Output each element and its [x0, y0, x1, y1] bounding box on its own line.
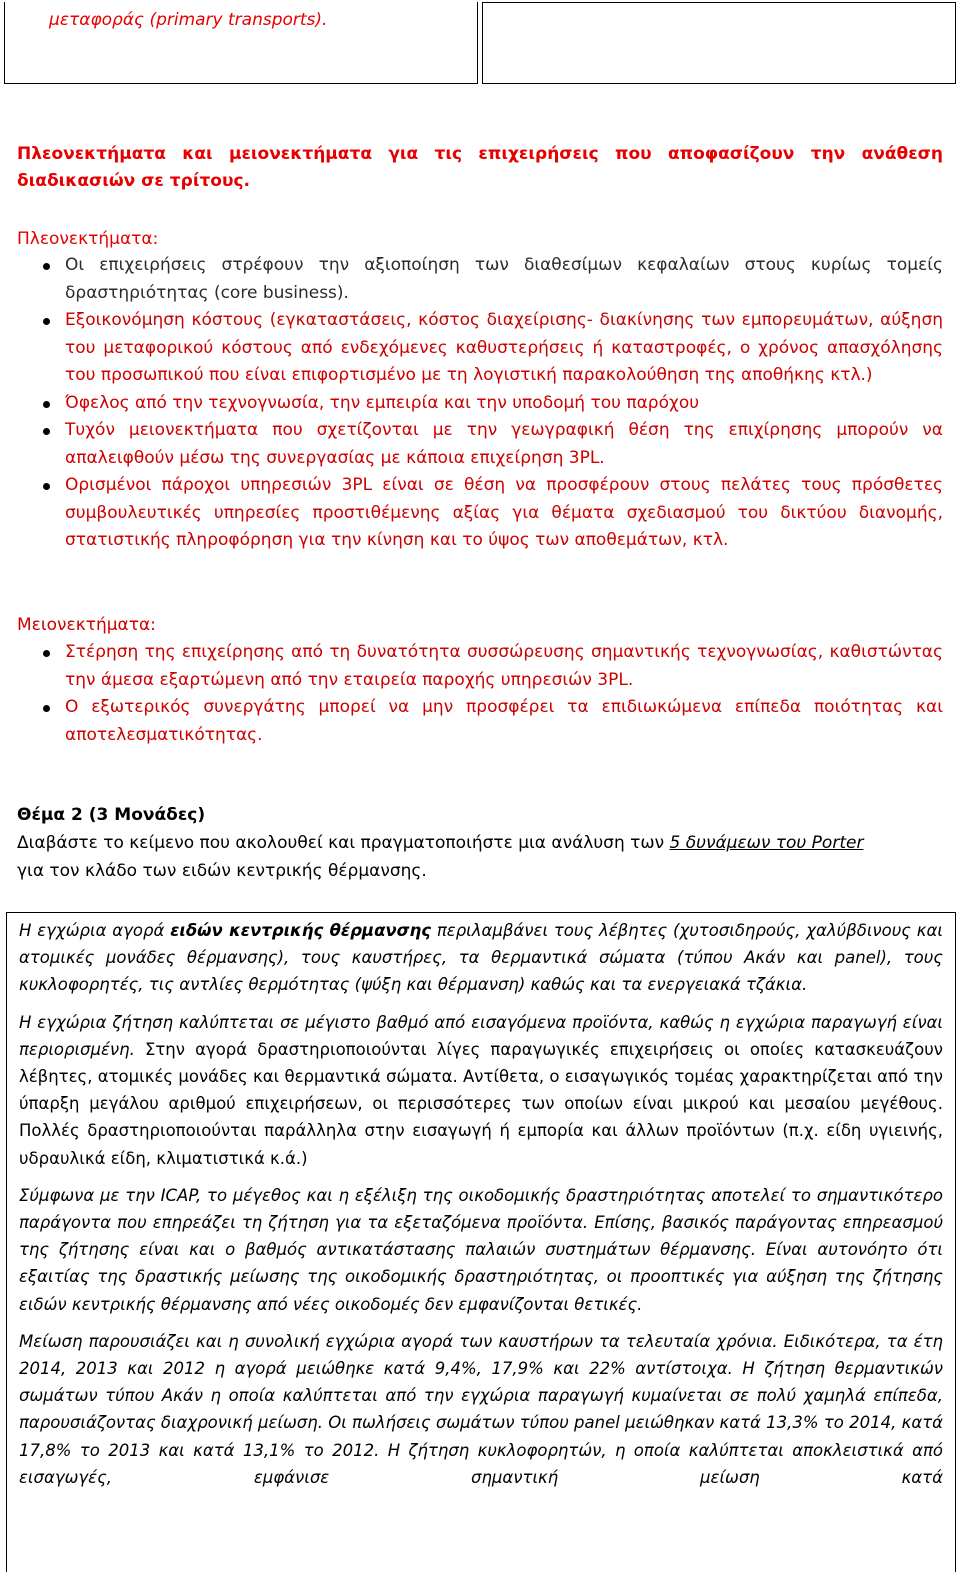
box-paragraph-4: Μείωση παρουσιάζει και η συνολική εγχώρια αγορά των καυστήρων τα τελευταία χρόνια. Ειδικότερα, τα έτη 2014, 2013 και 2012 η αγορά μειώθηκε κατά 9,4%, 17,9% και 22% αντίστοιχα. Η ζήτηση θερμαντικών σωμάτων τύπου Ακάν η οποία καλύπτεται από την εγχώρια παραγωγή κυμαίνεται σε πολύ χαμηλά επίπεδα, παρουσιάζοντας διαχρονική μείωση. Οι πωλήσεις σωμάτων τύπου panel μειώθηκαν κατά 13,3% το 2014, κατά 17,8% το 2013 και κατά 13,1% το 2012. Η ζήτηση κυκλοφορητών, η οποία καλύπτεται αποκλειστικά από εισαγωγές, εμφάνισε σημαντική μείωση κατά — [19, 1331, 943, 1487]
list-item: Οι επιχειρήσεις στρέφουν την αξιοποίηση των διαθεσίμων κεφαλαίων στους κυρίως τομείς δραστηριότητας (core business). — [17, 252, 943, 307]
box-paragraph-2: Η εγχώρια ζήτηση καλύπτεται σε μέγιστο βαθμό από εισαγόμενα προϊόντα, καθώς η εγχώρια παραγωγή είναι περιορισμένη. Στην αγορά δραστηριοποιούνται λίγες παραγωγικές επιχειρήσεις οι οποίες κατασκευάζουν λέβητες, ατομικές μονάδες και θερμαντικά σώματα. Αντίθετα, ο εισαγωγικός τομέας χαρακτηρίζεται από την ύπαρξη μεγάλου αριθμού επιχειρήσεων, οι περισσότερες των οποίων είναι μικρού και μεσαίου μεγέθους. Πολλές δραστηριοποιούνται παράλληλα στην εισαγωγή ή εμπορία και άλλων προϊόντων (π.χ. είδη υγιεινής, υδραυλικά είδη, κλιματιστικά κ.ά.) — [19, 1012, 943, 1168]
list-item: Ο εξωτερικός συνεργάτης μπορεί να μην προσφέρει τα επιδιωκώμενα επίπεδα ποιότητας και αποτελεσματικότητας. — [17, 694, 943, 749]
topic-instruction: Διαβάστε το κείμενο που ακολουθεί και πραγματοποιήστε μια ανάλυση των 5 δυνάμεων του Porter για τον κλάδο των ειδών κεντρικής θέρμανσης. — [17, 833, 864, 881]
text-box — [6, 912, 956, 1572]
list-item: Τυχόν μειονεκτήματα που σχετίζονται με την γεωγραφική θέση της επιχίρησης μπορούν να απαλειφθούν μέσω της συνεργασίας με κάποια επιχείρηση 3PL. — [17, 417, 943, 472]
disadvantages-label: Μειονεκτήματα: — [17, 615, 156, 635]
list-item: Ορισμένοι πάροχοι υπηρεσιών 3PL είναι σε θέση να προσφέρουν στους πελάτες τους πρόσθετες συμβουλευτικές υπηρεσίες προστιθέμενης αξίας για θέματα σχεδιασμού του δικτύου διανομής, στατιστικής πληροφόρηση για την κίνηση και το ύψος των αποθεμάτων, κτλ. — [17, 472, 943, 555]
list-item: Εξοικονόμηση κόστους (εγκαταστάσεις, κόστος διαχείρισης- διακίνησης των εμπορευμάτων, αύξηση του μεταφορικού κόστους από ενδεχόμενες καθυστερήσεις ή καταστροφές, ο χρόνος απασχόλησης του προσωπικού που είναι επιφορτισμένο με τη λογιστική παρακολούθηση της αποθήκης κτλ.) — [17, 307, 943, 390]
topic-title: Θέμα 2 (3 Μονάδες) — [17, 805, 206, 825]
list-item: Όφελος από την τεχνογνωσία, την εμπειρία και την υποδομή του παρόχου — [17, 390, 943, 418]
table-cell-text: μεταφοράς (primary transports). — [49, 10, 328, 30]
top-table — [4, 2, 956, 84]
bullet-icon — [43, 650, 50, 657]
bullet-icon — [43, 705, 50, 712]
text-box-content — [19, 917, 943, 1501]
bullet-icon — [43, 483, 50, 490]
bullet-icon — [43, 263, 50, 270]
table-cell-left — [4, 2, 478, 84]
bullet-icon — [43, 318, 50, 325]
advantages-list — [17, 252, 943, 555]
advantages-label: Πλεονεκτήματα: — [17, 229, 159, 249]
disadvantages-list — [17, 639, 943, 749]
bullet-icon — [43, 428, 50, 435]
bullet-icon — [43, 401, 50, 408]
box-paragraph-3: Σύμφωνα με την ICAP, το μέγεθος και η εξέλιξη της οικοδομικής δραστηριότητας αποτελεί το σημαντικότερο παράγοντα που επηρεάζει τη ζήτηση για τα εξεταζόμενα προϊόντα. Επίσης, βασικός παράγοντας επηρεασμού της ζήτησης είναι και ο βαθμός αντικατάστασης παλαιών συστημάτων θέρμανσης. Είναι αυτονόητο ότι εξαιτίας της δραστικής μείωσης της οικοδομικής δραστηριότητας, οι προοπτικές για αύξηση της ζήτησης ειδών κεντρικής θέρμανσης από νέες οικοδομές δεν εμφανίζονται θετικές. — [19, 1185, 943, 1314]
section-heading: Πλεονεκτήματα και μειονεκτήματα για τις επιχειρήσεις που αποφασίζουν την ανάθεση διαδικασιών σε τρίτους. — [17, 144, 943, 191]
porter-reference: 5 δυνάμεων του Porter — [669, 833, 864, 853]
list-item: Στέρηση της επιχείρησης από τη δυνατότητα συσσώρευσης σημαντικής τεχνογνωσίας, καθιστώντας την άμεσα εξαρτώμενη από την εταιρεία παροχής υπηρεσιών 3PL. — [17, 639, 943, 694]
box-paragraph-1: Η εγχώρια αγορά ειδών κεντρικής θέρμανσης περιλαμβάνει τους λέβητες (χυτοσιδηρούς, χαλύβδινους και ατομικές μονάδες θέρμανσης), τους καυστήρες, τα θερμαντικά σώματα (τύπου Ακάν και panel), τους κυκλοφορητές, τις αντλίες θερμότητας (ψύξη και θέρμανση) καθώς και τα ενεργειακά τζάκια. — [19, 921, 943, 995]
table-cell-right — [482, 2, 956, 84]
